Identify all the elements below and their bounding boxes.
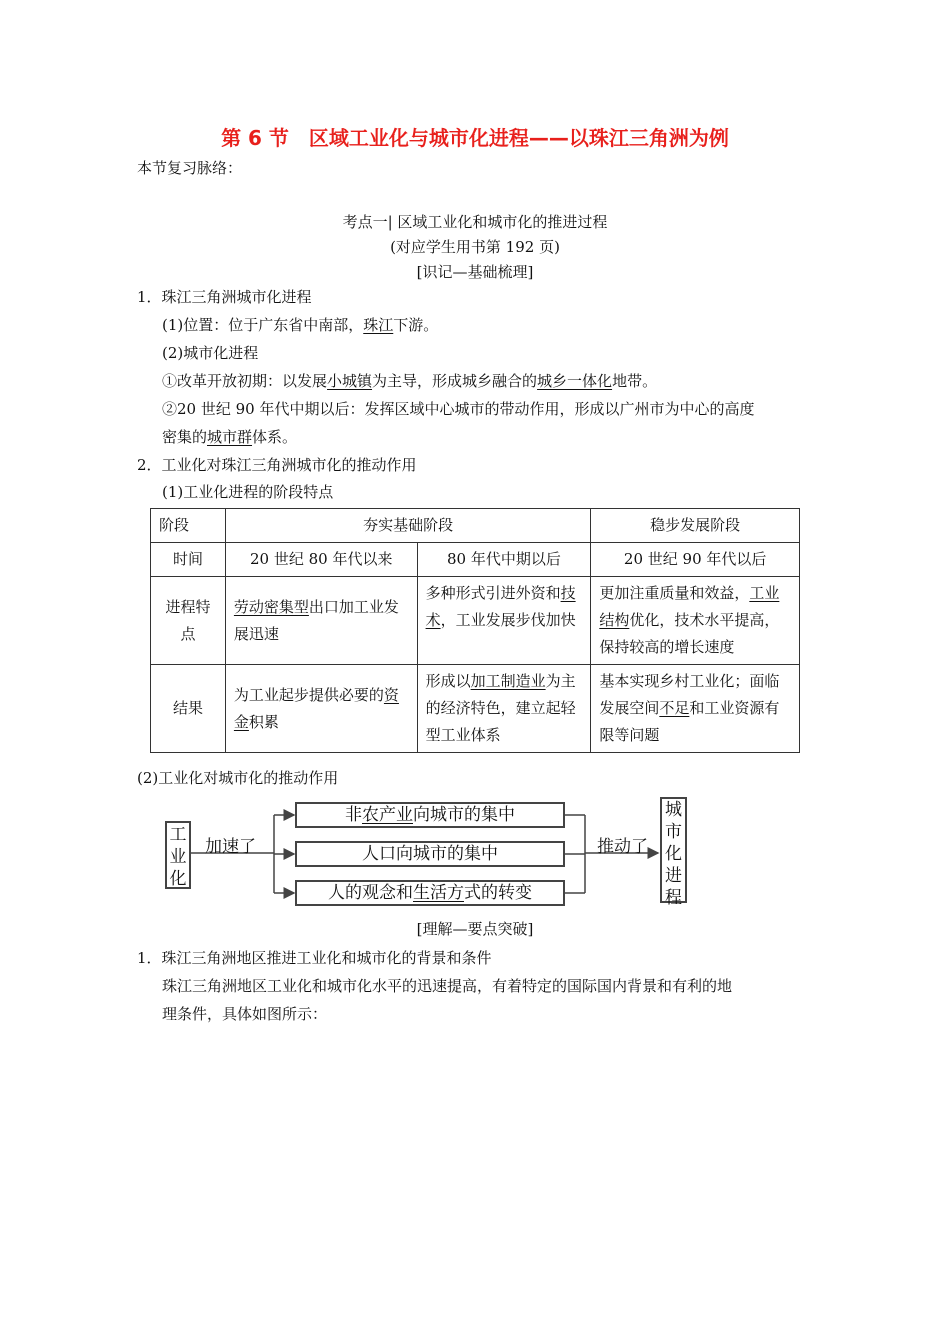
answer-underline: 技术 — [425, 584, 576, 629]
answer-underline: 珠江 — [363, 316, 394, 334]
table-header-cell: 结果 — [151, 665, 226, 753]
text: 下游。 — [393, 316, 439, 334]
section-reference: (对应学生用书第 192 页) — [390, 238, 560, 256]
section-tag-memorize: [识记—基础梳理] — [416, 263, 534, 281]
answer-underline: 小城镇 — [327, 372, 373, 390]
answer-underline: 生活方 — [413, 883, 464, 903]
text: 基本实现乡村工业化；面临发展空间 — [599, 672, 780, 717]
push-label: 推动了 — [597, 837, 648, 857]
table-header-cell: 时间 — [151, 543, 226, 577]
text: 积累 — [248, 712, 279, 731]
point1-process-title: (2)城市化进程 — [162, 344, 259, 362]
text: 出口加工业发展迅速 — [233, 597, 399, 643]
intro-text: 本节复习脉络： — [137, 159, 243, 177]
text: 形成以 — [425, 672, 471, 690]
table-header-cell: 稳步发展阶段 — [591, 509, 800, 543]
text: 向城市的集中 — [413, 805, 515, 825]
answer-underline: 加工制造业 — [470, 672, 546, 690]
accelerate-label: 加速了 — [205, 837, 256, 857]
point3-line2: 理条件，具体如图所示： — [162, 1005, 328, 1023]
answer-underline: 不足 — [659, 699, 690, 717]
text: 多种形式引进外资和 — [425, 584, 561, 602]
text: 地带。 — [612, 372, 658, 390]
answer-underline: 农产业 — [362, 805, 413, 825]
answer-underline: 工业结构 — [599, 584, 780, 629]
answer-underline: 城乡一体化 — [537, 372, 613, 390]
page-title: 第 6 节 区域工业化与城市化进程——以珠江三角洲为例 — [221, 126, 729, 150]
diagram-box-population: 人口向城市的集中 — [295, 841, 565, 867]
point3-line1: 珠江三角洲地区工业化和城市化水平的迅速提高，有着特定的国际国内背景和有利的地 — [162, 977, 733, 995]
text: 体系。 — [252, 428, 298, 446]
point1-stage-b-line1: ②20 世纪 90 年代中期以后：发挥区域中心城市的带动作用，形成以广州市为中心的高度 — [162, 400, 755, 418]
text: ，工业发展步伐加快 — [440, 611, 576, 629]
urbanization-box: 城市化进程 — [660, 797, 687, 903]
table-header-cell: 进程特点 — [151, 577, 226, 665]
table-header-cell: 夯实基础阶段 — [225, 509, 590, 543]
text: 非 — [345, 805, 362, 825]
section-heading: 考点一| 区域工业化和城市化的推进过程 — [342, 213, 608, 231]
point1-title: 1．珠江三角洲城市化进程 — [137, 288, 312, 306]
text: 密集的 — [162, 428, 208, 446]
diagram-box-nonfarm — [295, 802, 565, 828]
text: 人的观念和 — [328, 883, 413, 903]
answer-underline: 城市群 — [207, 428, 253, 446]
text: (1)位置：位于广东省中南部， — [162, 316, 364, 334]
point2-sub1: (1)工业化进程的阶段特点 — [162, 483, 334, 501]
table-header-cell: 阶段 — [151, 509, 226, 543]
text: 为主的经济特色，建立起轻型工业体系 — [425, 672, 576, 744]
section-tag-understand: [理解—要点突破] — [416, 920, 534, 938]
industrialization-box: 工业化 — [165, 821, 191, 889]
diagram-box-lifestyle — [295, 880, 565, 906]
table-cell: 20 世纪 90 年代以后 — [591, 543, 800, 577]
point2-sub2: (2)工业化对城市化的推动作用 — [137, 769, 339, 787]
text: 式的转变 — [464, 883, 532, 903]
text: ①改革开放初期：以发展 — [162, 372, 328, 390]
table-cell: 20 世纪 80 年代以来 — [225, 543, 417, 577]
point2-title: 2．工业化对珠江三角洲城市化的推动作用 — [137, 456, 417, 474]
text: 和工业资源有限等问题 — [599, 699, 780, 744]
table-cell: 80 年代中期以后 — [417, 543, 591, 577]
text: 为主导，形成城乡融合的 — [372, 372, 538, 390]
text: 更加注重质量和效益， — [599, 584, 750, 602]
answer-underline: 劳动密集型 — [233, 597, 309, 616]
point3-title: 1．珠江三角洲地区推进工业化和城市化的背景和条件 — [137, 949, 492, 967]
answer-underline: 资金 — [233, 685, 399, 731]
text: 优化，技术水平提高，保持较高的增长速度 — [599, 611, 780, 656]
text: 为工业起步提供必要的 — [233, 685, 384, 704]
